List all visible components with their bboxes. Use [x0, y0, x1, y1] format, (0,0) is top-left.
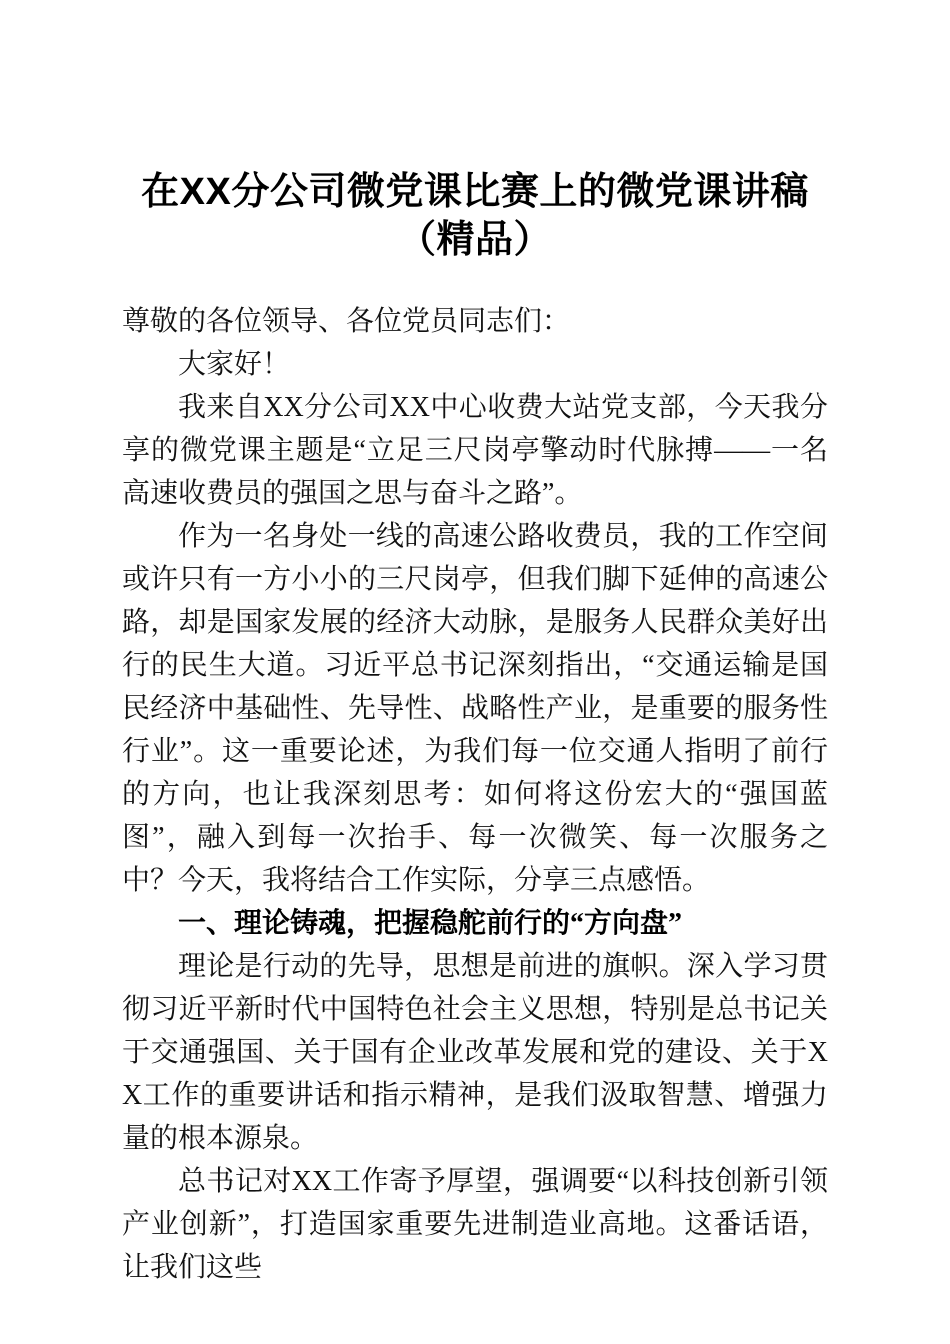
- paragraph-theory-expectation: 总书记对XX工作寄予厚望，强调要“以科技创新引领产业创新”，打造国家重要先进制造业高地。这番话语，让我们这些: [122, 1166, 828, 1283]
- page-title: [122, 0, 828, 264]
- document-content: [122, 0, 828, 1289]
- section-heading-one: 一、理论铸魂，把握稳舵前行的“方向盘”: [178, 908, 683, 939]
- greeting-line: 大家好！: [178, 349, 291, 380]
- page-title-line-2: 稿（精品）: [397, 171, 809, 261]
- salutation-line: 尊敬的各位领导、各位党员同志们：: [122, 306, 571, 337]
- document-body: [122, 300, 828, 1289]
- paragraph-theory-guide: 理论是行动的先导，思想是前进的旗帜。深入学习贯彻习近平新时代中国特色社会主义思想，特别是总书记关于交通强国、关于国有企业改革发展和党的建设、关于XX工作的重要讲话和指示精神，是我们汲取智慧、增强力量的根本源泉。: [122, 951, 828, 1154]
- paragraph-intro-self: 我来自XX分公司XX中心收费大站党支部，今天我分享的微党课主题是“立足三尺岗亭擎动时代脉搏——一名高速收费员的强国之思与奋斗之路”。: [122, 392, 828, 509]
- paragraph-intro-context: 作为一名身处一线的高速公路收费员，我的工作空间或许只有一方小小的三尺岗亭，但我们脚下延伸的高速公路，却是国家发展的经济大动脉，是服务人民群众美好出行的民生大道。习近平总书记深刻指出，“交通运输是国民经济中基础性、先导性、战略性产业，是重要的服务性行业”。这一重要论述，为我们每一位交通人指明了前行的方向，也让我深刻思考：如何将这份宏大的“强国蓝图”，融入到每一次抬手、每一次微笑、每一次服务之中？今天，我将结合工作实际，分享三点感悟。: [122, 521, 828, 896]
- page-title-line-1: 在XX分公司微党课比赛上的微党课讲: [141, 171, 771, 213]
